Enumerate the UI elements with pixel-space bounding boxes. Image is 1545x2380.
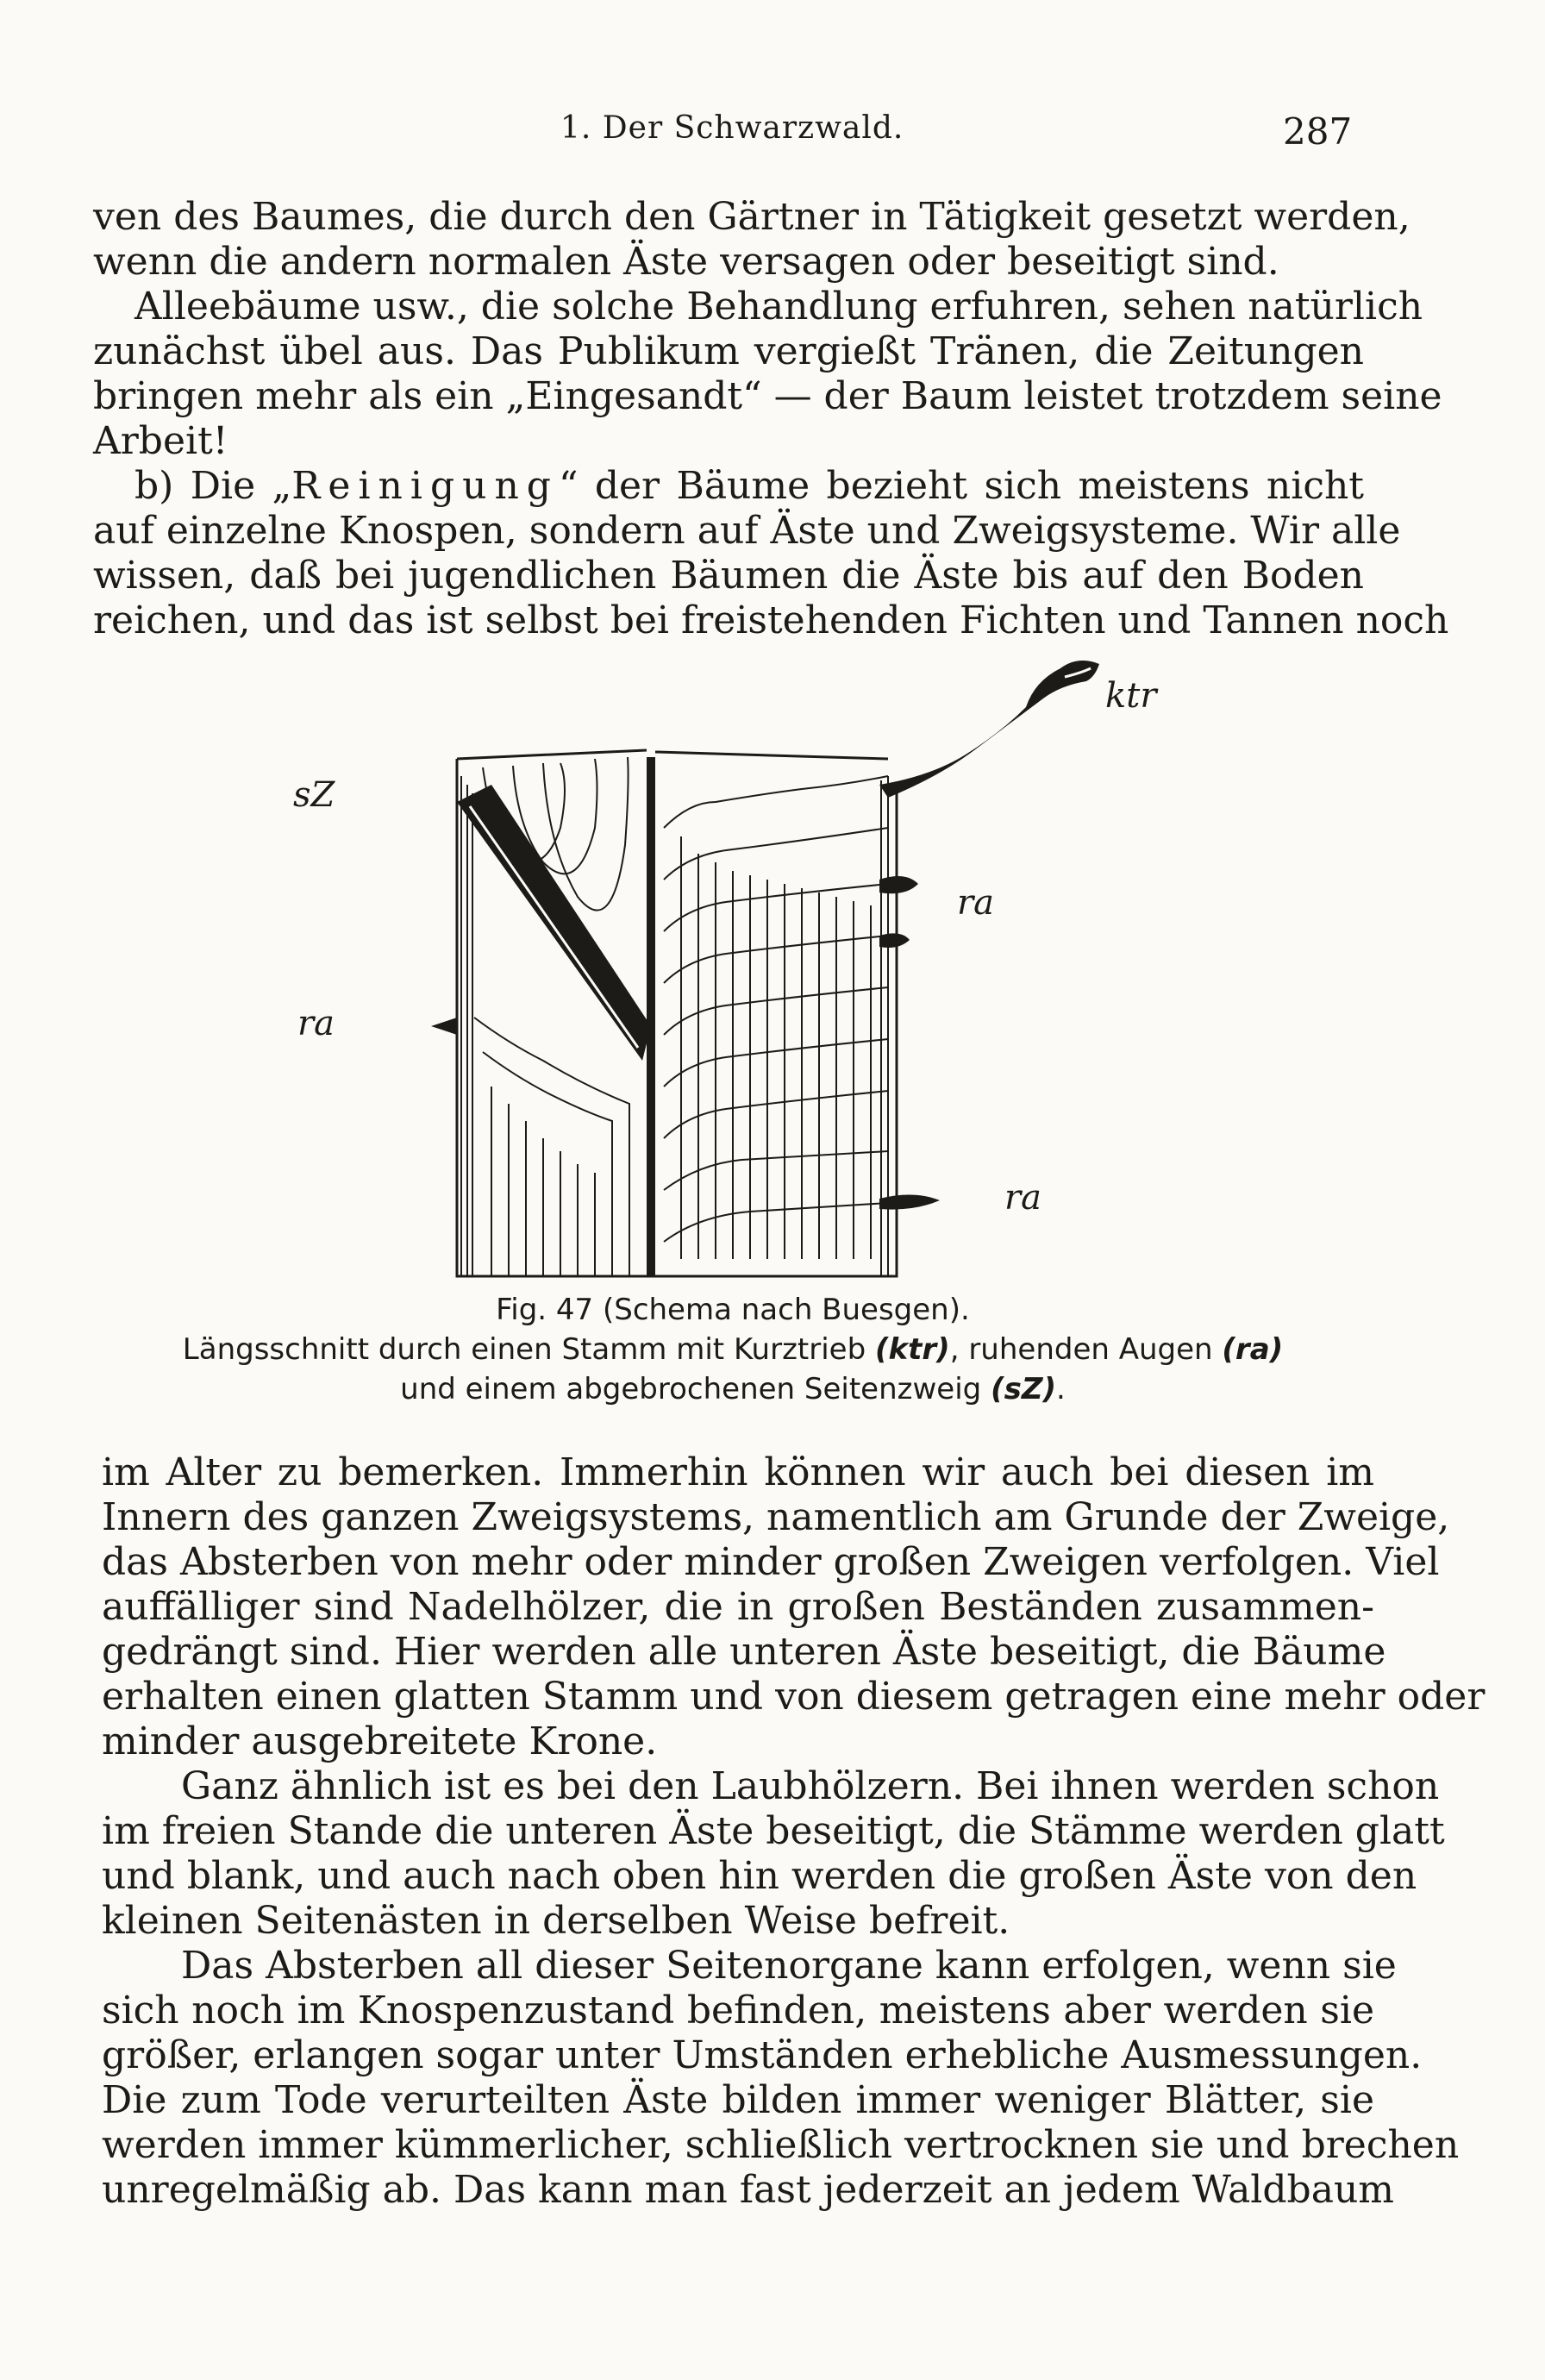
resting-buds [431,876,940,1210]
text-line: auffälliger sind Nadelhölzer, die in großen Beständen zusammen- [102,1585,1374,1629]
text-line: unregelmäßig ab. Das kann man fast jederzeit an jedem Waldbaum [102,2168,1395,2212]
caption-text: und einem abgebrochenen Seitenzweig [400,1372,991,1406]
label-ra-upper: ra [957,883,994,923]
caption-line-2 [129,1330,1336,1369]
text-line: Alleebäume usw., die solche Behandlung erfuhren, sehen natürlich [134,285,1423,329]
text-run: “ der Bäume bezieht sich meistens nicht [558,464,1364,508]
text-line: werden immer kümmerlicher, schließlich vertrocknen sie und brechen [102,2123,1460,2167]
text-line: Die zum Tode verurteilten Äste bilden immer weniger Blätter, sie [102,2078,1374,2122]
text-line: Innern des ganzen Zweigsystems, namentlich am Grunde der Zweige, [102,1495,1450,1539]
label-ktr: ktr [1105,676,1157,716]
label-ra-lower: ra [1004,1178,1041,1218]
text-line: das Absterben von mehr oder minder großen Zweigen verfolgen. Viel [102,1540,1440,1584]
text-line: größer, erlangen sogar unter Umständen erhebliche Ausmessungen. [102,2033,1423,2077]
paragraph-2 [93,285,1442,464]
text-line: reichen, und das ist selbst bei freistehenden Fichten und Tannen noch [93,598,1449,642]
text-line: im freien Stande die unteren Äste beseitigt, die Stämme werden glatt [102,1809,1445,1853]
stem-section-illustration [285,655,1250,1293]
text-line: gedrängt sind. Hier werden alle unteren Äste beseitigt, die Bäume [102,1630,1386,1674]
text-line: zunächst übel aus. Das Publikum vergießt Tränen, die Zeitungen [93,329,1364,373]
short-shoot [879,661,1099,798]
label-ra-left: ra [297,1004,335,1043]
paragraph-5 [102,1764,1445,1944]
text-line: ven des Baumes, die durch den Gärtner in Tätigkeit gesetzt werden, [93,195,1411,239]
text-line: wissen, daß bei jugendlichen Bäumen die Äste bis auf den Boden [93,554,1364,598]
paragraph-3 [93,464,1449,643]
caption-abbr: (ra) [1222,1332,1284,1367]
paragraph-1 [93,195,1411,285]
label-sz: sZ [293,775,335,815]
text-line: wenn die andern normalen Äste versagen oder beseitigt sind. [93,240,1279,284]
text-line: bringen mehr als ein „Eingesandt“ — der Baum leistet trotzdem seine [93,374,1442,418]
text-line [93,464,1364,509]
page-number: 287 [1283,110,1353,153]
figure-caption [129,1290,1336,1409]
text-line: erhalten einen glatten Stamm und von diesem getragen eine mehr oder [102,1675,1486,1719]
figure-47 [285,655,1250,1293]
broken-side-branch [457,785,651,1061]
running-title: 1. Der Schwarzwald. [560,110,904,146]
caption-text: Längsschnitt durch einen Stamm mit Kurztrieb [182,1332,875,1367]
text-run: b) Die „ [134,464,292,508]
text-line: Ganz ähnlich ist es bei den Laubhölzern. Bei ihnen werden schon [181,1764,1440,1808]
text-line: auf einzelne Knospen, sondern auf Äste und Zweigsysteme. Wir alle [93,509,1401,553]
text-line: Arbeit! [93,419,228,463]
paragraph-6 [102,1944,1460,2213]
caption-line-3 [129,1369,1336,1409]
text-line: Das Absterben all dieser Seitenorgane kann erfolgen, wenn sie [181,1944,1397,1988]
text-line: minder ausgebreitete Krone. [102,1719,658,1763]
caption-text: . [1056,1372,1066,1406]
page-header [0,110,1545,162]
paragraph-4 [102,1450,1486,1764]
caption-abbr: (sZ) [991,1372,1057,1406]
text-line: sich noch im Knospenzustand befinden, meistens aber werden sie [102,1989,1374,2032]
caption-line-1: Fig. 47 (Schema nach Buesgen). [496,1293,970,1327]
text-line: kleinen Seitenästen in derselben Weise befreit. [102,1899,1010,1943]
caption-text: , ruhenden Augen [949,1332,1223,1367]
caption-abbr: (ktr) [874,1332,950,1367]
spaced-emphasis: Reinigung [291,464,559,508]
text-line: und blank, und auch nach oben hin werden die großen Äste von den [102,1854,1417,1898]
text-line: im Alter zu bemerken. Immerhin können wir auch bei diesen im [102,1450,1374,1494]
